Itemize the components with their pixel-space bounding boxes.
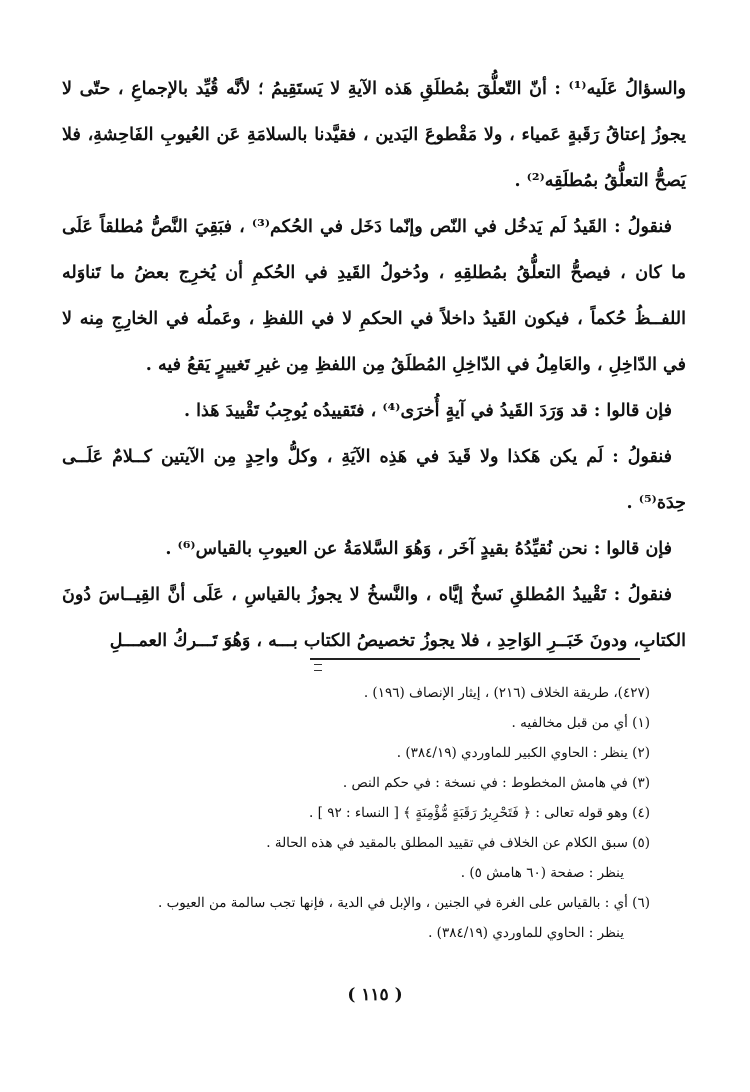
footnote-5: (٥) سبق الكلام عن الخلاف في تقييد المطلق بالمقيد في هذه الحالة . xyxy=(266,835,650,851)
footnote-6: (٦) أي : بالقياس على الغرة في الجنين ، والإبل في الدية ، فإنها تجب سالمة من العيوب . xyxy=(157,895,650,911)
footnote-1: (١) أي من قبل مخالفيه . xyxy=(511,715,650,731)
page-number: ( ١١٥ ) xyxy=(347,985,403,1005)
footnote-6-continuation: ينظر : الحاوي للماوردي (٣٨٤/١٩) . xyxy=(428,925,624,941)
footnote-5-continuation: ينظر : صفحة (٦٠ هامش ٥) . xyxy=(460,865,624,881)
paragraph-answer-abrogation: فنقولُ : تَقْييدُ المُطلقِ نَسخٌ إيَّاه ، والنَّسخُ لا يجوزُ بالقياسِ ، عَلَى أنَّ القِيــاسَ دُونَ الكتابِ، ودونَ خَبَــرِ الوَاحِدِ ، فلا يجوزُ تخصيصُ الكتاب بـــه ، وَهُوَ تَـــركُ العمـــلِ xyxy=(62,585,686,651)
paragraph-question: والسؤالُ عَلَيه⁽¹⁾ : أنّ التّعلُّقَ بمُطلَقِ هَذه الآيةِ لا يَستَقِيمُ ؛ لأنَّه قُيِّد بالإجماعِ ، حتّى لا يجوزُ إعتاقُ رَقَبةٍ عَمياء ، ولا مَقْطوعَ اليَدين ، فقيَّدنا بالسلامَةِ عَن العُيوبِ الفَاحِشةِ، فلا يَصحُّ التعلُّقُ بمُطلَقِه⁽²⁾ . xyxy=(62,79,686,191)
paragraph-answer-restriction: فنقولُ : القَيدُ لَم يَدخُل في النّص وإنّما دَخَل في الحُكم⁽³⁾ ، فبَقِيَ النَّصُّ مُطلقاً عَلَى ما كان ، فيصحُّ التعلُّقُ بمُطلقِهِ ، ودُخولُ القَيدِ في الحُكمِ أن يُخرِج بعضُ ما تَناوَله اللفــظُ حُكماً ، فيكون القَيدُ داخلاً في الحكمِ لا في اللفظِ ، وعَملُه في الخارِجِ مِنه لا في الدّاخِلِ ، والعَامِلُ في الدّاخِلِ المُطلَقُ مِن اللفظِ مِن غيرِ تَغييرٍ يَقعُ فيه . xyxy=(62,217,686,375)
footnote-3: (٣) في هامش المخطوط : في نسخة : في حكم النص . xyxy=(342,775,650,791)
paragraph-objection-analogy: فإن قالوا : نحن نُقيِّدُهُ بقيدٍ آخَر ، وَهُوَ السَّلامَةُ عن العيوبِ بالقياس⁽⁶⁾ . xyxy=(165,539,672,559)
footnotes-section xyxy=(150,678,650,948)
footnote-reference-line: (٤٢٧)، طريقة الخلاف (٢١٦) ، إيثار الإنصاف (١٩٦) . xyxy=(363,685,650,701)
footnote-separator-mark xyxy=(314,664,322,671)
footnote-2: (٢) ينظر : الحاوي الكبير للماوردي (٣٨٤/١٩) . xyxy=(396,745,650,761)
footnote-4: (٤) وهو قوله تعالى : ﴿ فَتَحْرِيرُ رَقَبَةٍ مُّؤْمِنَةٍ ﴾ [ النساء : ٩٢ ] . xyxy=(309,805,650,821)
main-text-body xyxy=(62,66,686,664)
paragraph-answer-separate-verses: فنقولُ : لَم يكن هَكذا ولا قَيدَ في هَذِه الآيَةِ ، وكلُّ واحِدٍ مِن الآيتين كــلامٌ عَلَــى حِدَة⁽⁵⁾ . xyxy=(62,447,686,513)
paragraph-objection-other-verse: فإن قالوا : قد وَرَدَ القَيدُ في آيةٍ أُخرَى⁽⁴⁾ ، فتَقييدُه يُوجِبُ تَقْييدَ هَذا . xyxy=(183,401,672,421)
footnote-separator xyxy=(310,658,640,660)
